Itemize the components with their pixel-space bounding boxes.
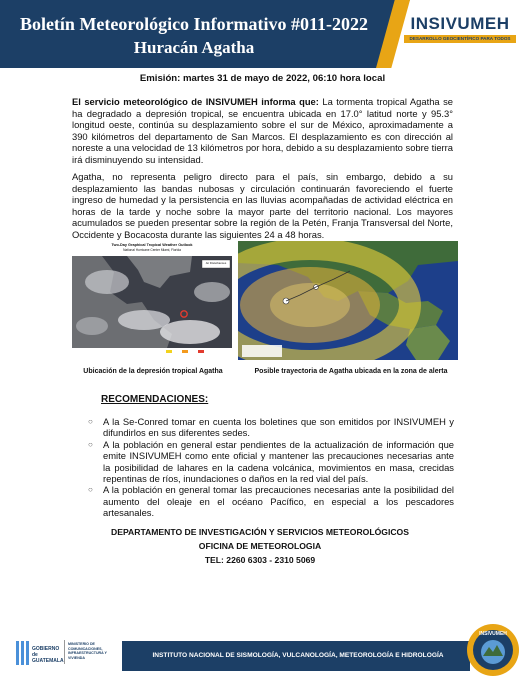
outlook-tag: Air Disturbances [205, 261, 227, 265]
logo-tagline: DESARROLLO GEOCIENTÍFICO PARA TODOS [409, 36, 511, 41]
outlook-source: National Hurricane Center Miami, Florida [123, 248, 181, 252]
list-item [88, 416, 454, 439]
insivumeh-seal [466, 623, 520, 677]
bulletin-header [0, 0, 525, 68]
government-name: GOBIERNO de GUATEMALA [32, 646, 64, 664]
ministry-name: MINISTERIO DE COMUNICACIONES, INFRAESTRUCTURA Y VIVIENDA [68, 642, 107, 660]
emission-date: Emisión: martes 31 de mayo de 2022, 06:10 hora local [139, 73, 386, 84]
recommendation-text: A la población en general estar pendientes de la actualización de información que emite INSIVUMEH como ente oficial y mantener las precauciones necesarias ante la posibilidad de lahares en la cadena volcánica, movimientos en masa, crecidas repentinas de ríos, inundaciones o daños en la red vial del país. [103, 438, 454, 485]
satellite-map-graphic [72, 242, 232, 358]
insivumeh-logo [404, 14, 516, 48]
seal-name: INSIVUMEH [479, 631, 507, 637]
bulletin-subtitle: Huracán Agatha [133, 38, 255, 57]
bullet-icon: ○ [88, 417, 93, 426]
trajectory-map-image [238, 241, 458, 360]
list-item [88, 439, 454, 485]
office-name: OFICINA DE METEOROLOGIA [198, 541, 322, 551]
caption-trajectory: Posible trayectoria de Agatha ubicada en la zona de alerta [254, 368, 448, 375]
outlook-title: Two-Day Graphical Tropical Weather Outlook [111, 243, 193, 247]
bullet-icon: ○ [88, 485, 93, 495]
institute-name: INSTITUTO NACIONAL DE SISMOLOGÍA, VULCANOLOGÍA, METEOROLOGÍA E HIDROLOGÍA [152, 652, 444, 659]
recommendations-title: RECOMENDACIONES: [101, 394, 209, 405]
satellite-outlook-image [72, 242, 232, 358]
recommendation-text: A la Se-Conred tomar en cuenta los boletines que son emitidos por INSIVUMEH y difundirlos en sus diferentes sedes. [103, 416, 454, 439]
bulletin-title: Boletín Meteorológico Informativo #011-2022 [19, 14, 369, 34]
list-item [88, 484, 454, 518]
government-logo [14, 638, 119, 668]
bulletin-footer [0, 612, 525, 680]
logo-divider [64, 640, 65, 664]
paragraph-text: La tormenta tropical Agatha se ha degradado a depresión tropical, se encuentra ubicada en 17.0° latitud norte y 95.3° longitud oeste, continúa su desplazamiento sobre el sur de México, aproximadamente a 390 kilómetros del departamento de San Marcos. El desplazamiento es con dirección al noreste a una velocidad de 13 kilómetros por hora, debido a su desplazamiento sobre tierra irá disminuyendo su intensidad. [72, 96, 453, 165]
paragraph-impact: Agatha, no representa peligro directo para el país, sin embargo, debido a su desplazamiento las bandas nubosas y circulación continuarán favoreciendo el fuerte ingreso de humedad y la persistencia en las lluvias acompañadas de actividad eléctrica en horas de la tarde y noche sobre la mayor parte del territorio nacional. Los mayores acumulados se pueden presentar sobre la región de la Petén, Franja Transversal del Norte, Occidente y Bocacosta durante las siguientes 24 a 48 horas. [72, 171, 453, 240]
bullet-icon: ○ [88, 439, 93, 449]
caption-satellite: Ubicación de la depresión tropical Agatha [83, 368, 223, 375]
trajectory-map-graphic [238, 241, 458, 360]
recommendations-list [88, 416, 454, 519]
paragraph-lead: El servicio meteorológico de INSIVUMEH informa que: [72, 96, 319, 107]
department-name: DEPARTAMENTO DE INVESTIGACIÓN Y SERVICIOS METEOROLÓGICOS [111, 527, 409, 537]
logo-name: INSIVUMEH [410, 14, 510, 33]
government-emblem-icon [16, 641, 30, 665]
office-phone: TEL: 2260 6303 - 2310 5069 [204, 555, 316, 565]
paragraph-situation [72, 96, 453, 165]
recommendation-text: A la población en general tomar las precauciones necesarias ante la posibilidad del aumento del oleaje en el océano Pacífico, en especial a los pescadores artesanales. [103, 484, 454, 519]
